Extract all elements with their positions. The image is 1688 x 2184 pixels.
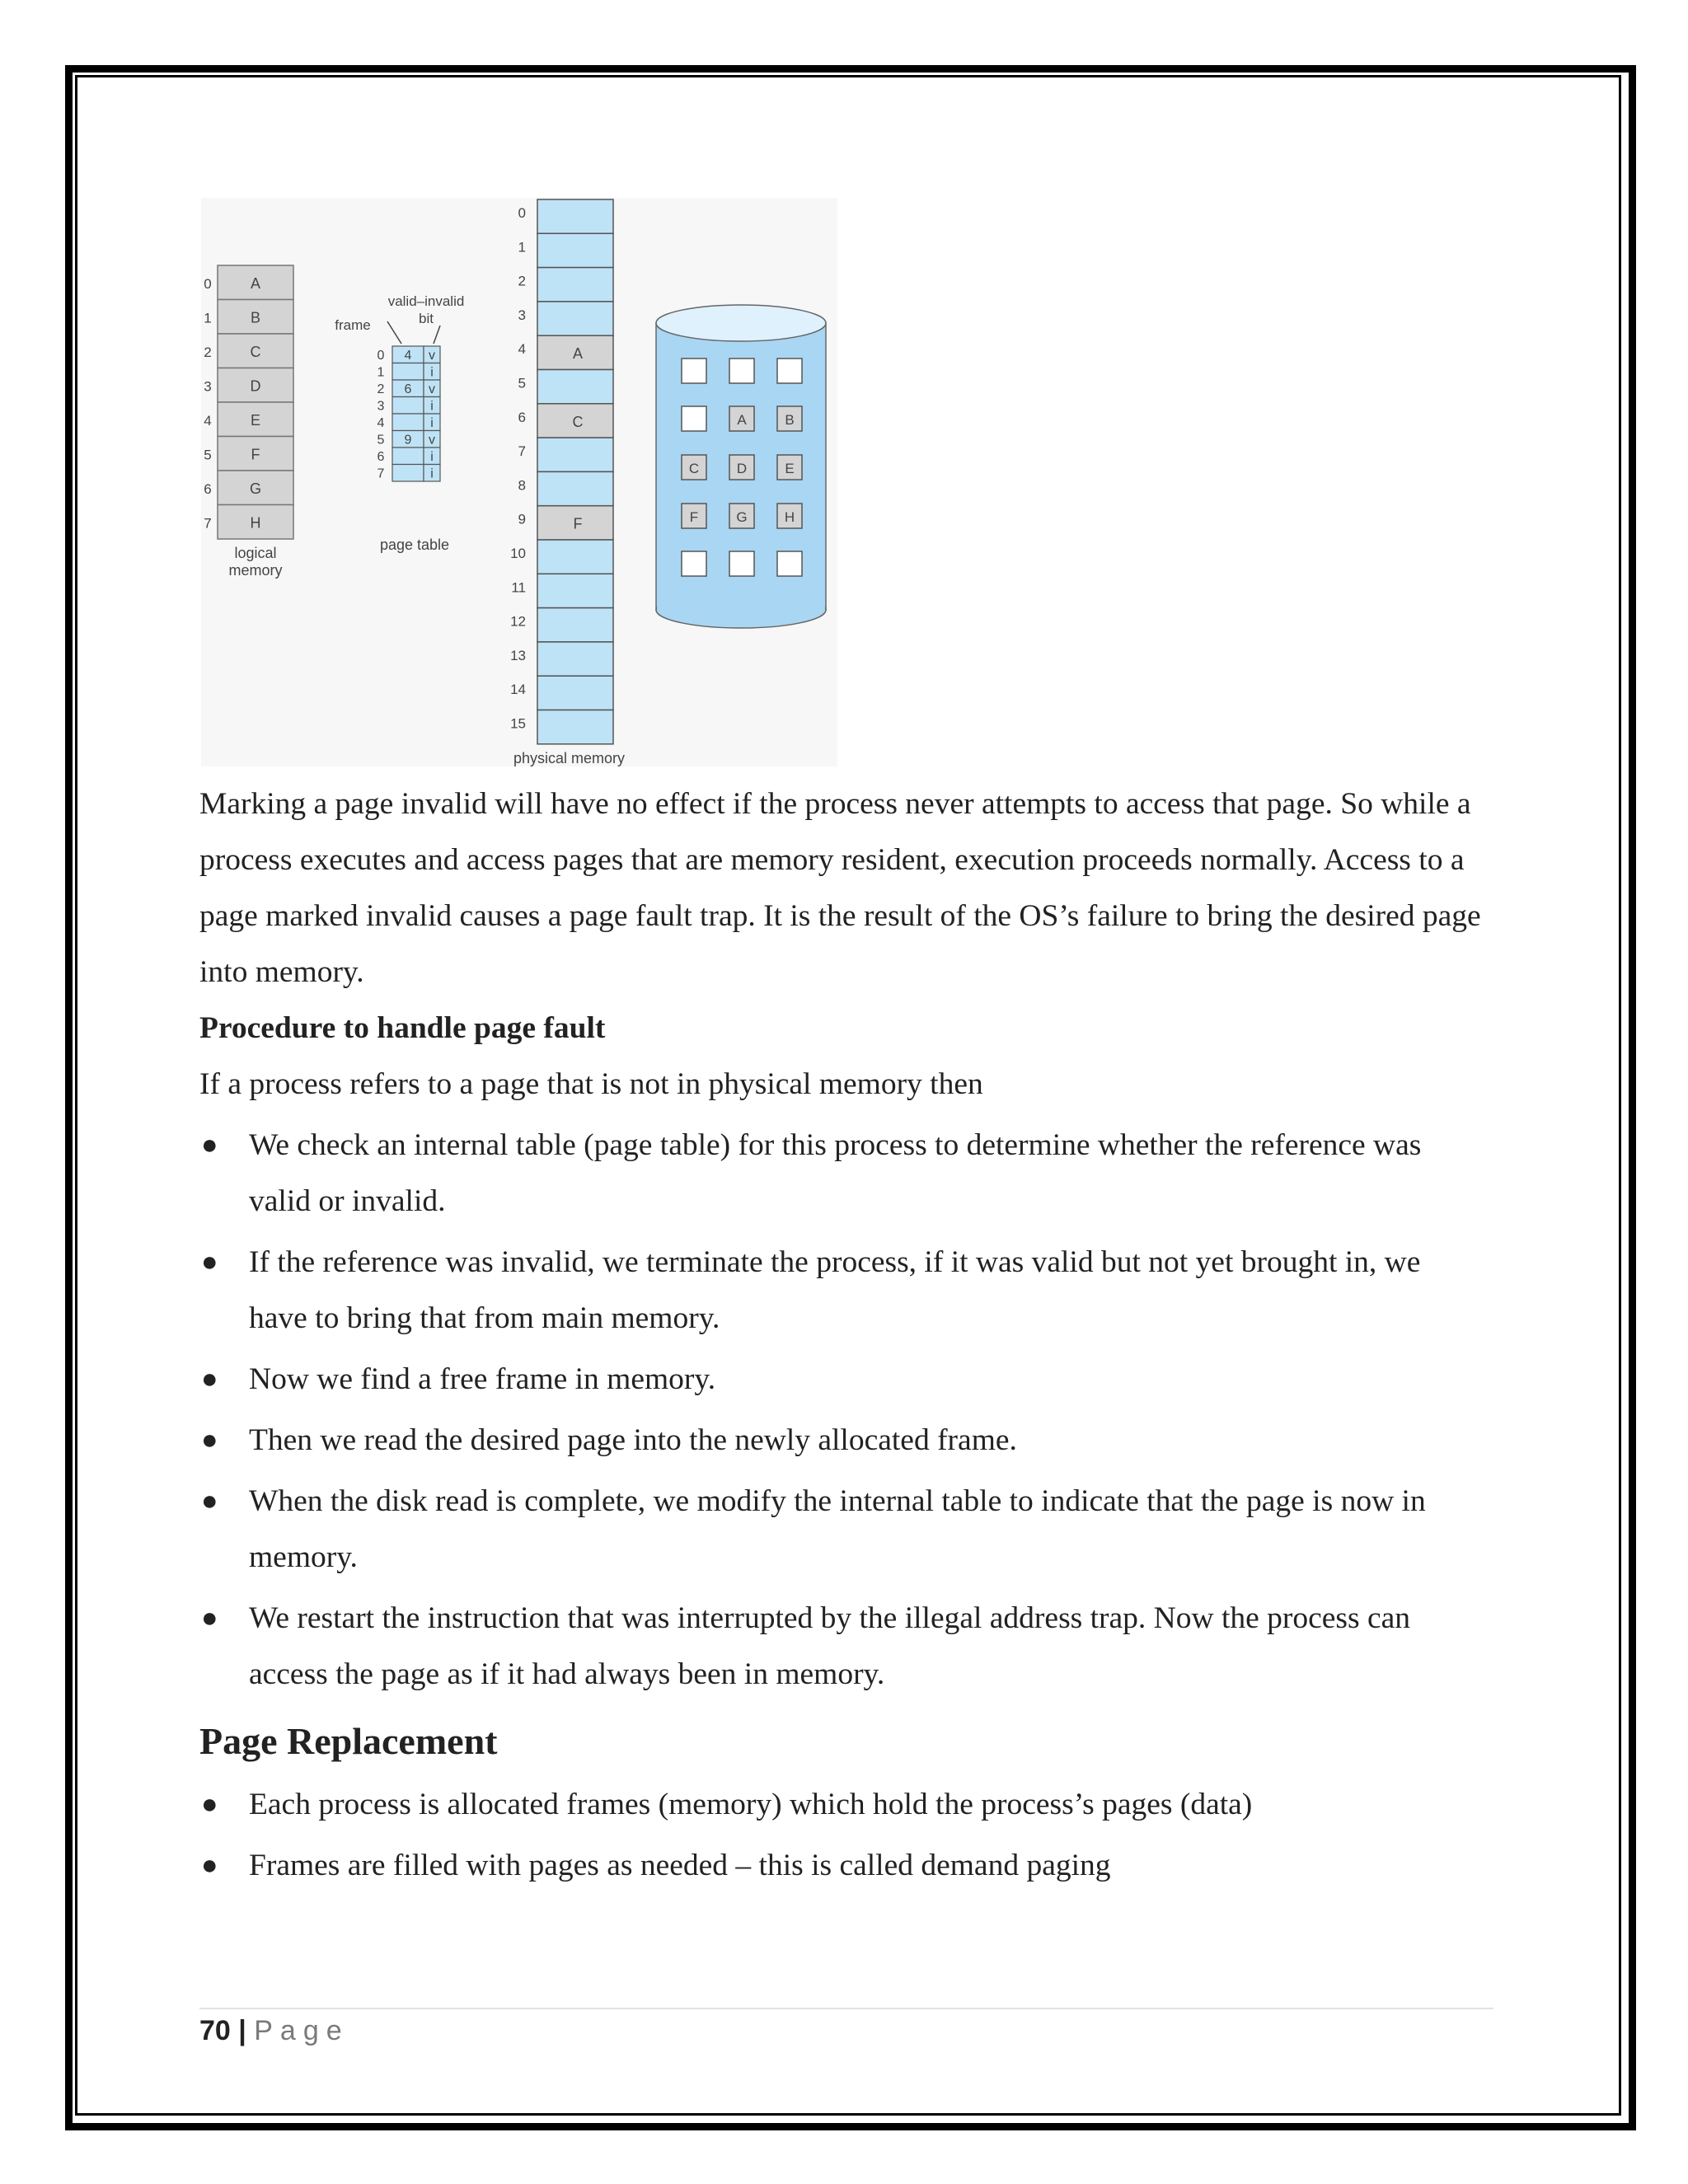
- page-table-bit-value: i: [430, 450, 434, 464]
- bullet-dot: ●: [201, 1130, 218, 1160]
- page-table-index: 7: [377, 466, 385, 481]
- disk-page-box: [729, 359, 754, 383]
- physical-memory-frame: [537, 302, 613, 335]
- page-table-index: 6: [377, 450, 385, 464]
- logical-memory-index: 0: [204, 276, 212, 292]
- physical-memory-frame: [537, 268, 613, 302]
- logical-memory-index: 4: [204, 413, 212, 429]
- physical-memory-frame: [537, 642, 613, 676]
- page-fault-step-text: When the disk read is complete, we modify the internal table to indicate that the page is now in memory.: [249, 1484, 1426, 1574]
- bullet-dot: ●: [201, 1603, 218, 1633]
- disk-page-label: F: [689, 509, 699, 525]
- body-text: [199, 776, 1485, 1894]
- physical-memory-index: 14: [510, 682, 526, 698]
- logical-memory-page-label: C: [250, 344, 261, 360]
- page-replacement-text: Frames are filled with pages as needed – this is called demand paging: [249, 1849, 1111, 1882]
- physical-memory-index: 3: [518, 307, 526, 323]
- physical-memory-frame-label: F: [573, 515, 583, 532]
- physical-memory-index: 6: [518, 409, 526, 425]
- page-replacement-item: [199, 1777, 1485, 1833]
- logical-memory-index: 3: [204, 378, 212, 395]
- page-table-frame-value: 4: [404, 349, 412, 363]
- physical-memory-caption: physical memory: [513, 750, 626, 766]
- page-fault-step-text: We check an internal table (page table) for this process to determine whether the reference was valid or invalid.: [249, 1128, 1422, 1218]
- disk-page-label: E: [785, 461, 795, 476]
- page-table-index: 4: [377, 416, 385, 430]
- bullet-dot: ●: [201, 1486, 218, 1516]
- page-footer: [199, 2011, 349, 2050]
- disk-page-label: H: [784, 509, 795, 525]
- physical-memory-index: 4: [518, 341, 526, 358]
- physical-memory-frame: [537, 710, 613, 744]
- page-table-index: 1: [377, 365, 385, 380]
- physical-memory-index: 13: [510, 647, 526, 663]
- frame-arrow: [387, 321, 401, 344]
- page-table-bit-value: i: [430, 416, 434, 430]
- logical-memory-page-label: G: [249, 480, 262, 497]
- disk-page-box: [729, 551, 754, 576]
- bullet-dot: ●: [201, 1850, 218, 1881]
- page-table-bit-value: i: [430, 466, 434, 481]
- page-table-caption: page table: [379, 537, 450, 553]
- page-fault-step-item: [199, 1235, 1485, 1347]
- disk-page-box: [682, 551, 706, 576]
- intro-line: If a process refers to a page that is not in physical memory then: [199, 1067, 983, 1101]
- page-table-index: 3: [377, 399, 385, 414]
- logical-memory-page-label: B: [250, 309, 261, 326]
- bullet-dot: ●: [201, 1789, 218, 1820]
- page-table-frame-cell: [392, 465, 424, 482]
- page-fault-step-text: Then we read the desired page into the newly allocated frame.: [249, 1423, 1017, 1457]
- footer-divider: [199, 2008, 1493, 2009]
- heading-page-replacement: Page Replacement: [199, 1720, 498, 1762]
- logical-memory-index: 7: [204, 515, 212, 532]
- physical-memory-index: 9: [518, 511, 526, 527]
- page-fault-step-item: [199, 1118, 1485, 1230]
- disk-page-label: C: [688, 461, 700, 476]
- page-fault-step-text: We restart the instruction that was interrupted by the illegal address trap. Now the process can access the page as if it had always been in memory.: [249, 1601, 1411, 1691]
- page-table-bit-value: v: [429, 349, 435, 363]
- physical-memory-index: 8: [518, 477, 526, 494]
- disk-page-label: D: [736, 461, 748, 476]
- page-replacement-item: [199, 1838, 1485, 1894]
- page-fault-steps-list: [199, 1118, 1485, 1703]
- figure-svg: [201, 198, 837, 766]
- bullet-dot: ●: [201, 1247, 218, 1277]
- physical-memory-index: 10: [510, 546, 526, 561]
- physical-memory-frame: [537, 199, 613, 233]
- page-table-frame-value: 6: [404, 382, 412, 396]
- logical-memory-page-label: F: [251, 446, 260, 463]
- page-table-index: 2: [377, 382, 385, 396]
- logical-memory-caption: logical: [234, 545, 277, 561]
- disk-page-label: A: [737, 412, 747, 428]
- page-table-index: 0: [377, 349, 385, 363]
- heading-page-fault: Procedure to handle page fault: [199, 1011, 606, 1045]
- page-fault-step-text: If the reference was invalid, we terminate the process, if it was valid but not yet brought in, we have to bring that from main memory.: [249, 1245, 1421, 1335]
- page-table-frame-cell: [392, 414, 424, 431]
- page-fault-step-item: [199, 1591, 1485, 1703]
- physical-memory-index: 0: [518, 205, 526, 221]
- logical-memory-index: 1: [204, 310, 212, 326]
- logical-memory-index: 2: [204, 344, 212, 360]
- page-fault-step-item: [199, 1352, 1485, 1408]
- physical-memory-frame: [537, 676, 613, 710]
- footer-separator: |: [238, 2015, 246, 2046]
- physical-memory-frame-label: C: [572, 413, 584, 430]
- physical-memory-index: 15: [510, 715, 526, 732]
- physical-memory-index: 12: [510, 613, 526, 630]
- frame-label: frame: [335, 317, 371, 333]
- bullet-dot: ●: [201, 1425, 218, 1455]
- physical-memory-frame: [537, 574, 613, 607]
- disk-page-box: [682, 359, 706, 383]
- physical-memory-index: 5: [518, 375, 526, 391]
- disk-page-box: [777, 359, 802, 383]
- valid-invalid-bit-label: valid–invalid: [387, 293, 465, 309]
- physical-memory-index: 2: [518, 273, 526, 289]
- page-table-bit-value: i: [430, 365, 434, 380]
- physical-memory-frame: [537, 471, 613, 505]
- paragraph-page-invalid: Marking a page invalid will have no effect if the process never attempts to access that page. So while a process executes and access pages that are memory resident, execution proceeds normally. Access to a page marked invalid causes a page fault trap. It is the result of the OS’s failure to bring the desired page into memory.: [199, 787, 1481, 989]
- page-table-frame-cell: [392, 363, 424, 381]
- logical-memory-index: 6: [204, 481, 212, 497]
- physical-memory-frame-label: A: [572, 345, 584, 363]
- physical-memory-frame: [537, 540, 613, 574]
- page-number: 70: [199, 2015, 231, 2046]
- page-table-frame-cell: [392, 448, 424, 465]
- page-table-bit-value: i: [430, 399, 434, 414]
- virtual-memory-figure: [201, 198, 837, 766]
- physical-memory-index: 1: [518, 239, 526, 255]
- physical-memory-frame: [537, 233, 613, 267]
- disk-page-label: B: [785, 412, 795, 428]
- logical-memory-page-label: A: [250, 275, 261, 292]
- physical-memory-index: 11: [511, 579, 526, 596]
- logical-memory-page-label: E: [250, 412, 261, 429]
- page-table-frame-cell: [392, 397, 424, 415]
- disk-page-box: [682, 406, 706, 431]
- page-fault-step-item: [199, 1413, 1485, 1469]
- physical-memory-frame: [537, 438, 613, 471]
- page-table-frame-value: 9: [404, 433, 412, 448]
- page-fault-step-text: Now we find a free frame in memory.: [249, 1362, 716, 1396]
- logical-memory-caption: memory: [228, 562, 283, 579]
- page-table-bit-value: v: [429, 382, 435, 396]
- logical-memory-index: 5: [204, 447, 212, 463]
- bullet-dot: ●: [201, 1364, 218, 1394]
- valid-invalid-bit-label: bit: [419, 311, 434, 326]
- disk-top: [656, 305, 826, 341]
- logical-memory-page-label: H: [250, 514, 261, 532]
- page-fault-step-item: [199, 1474, 1485, 1586]
- physical-memory-frame: [537, 370, 613, 404]
- physical-memory-frame: [537, 608, 613, 642]
- disk-page-box: [777, 551, 802, 576]
- logical-memory-page-label: D: [250, 377, 261, 395]
- bit-arrow: [434, 326, 440, 344]
- page-table-index: 5: [377, 433, 385, 448]
- page-table-bit-value: v: [429, 433, 435, 448]
- disk-page-label: G: [736, 509, 748, 525]
- page-replacement-list: [199, 1777, 1485, 1894]
- page-replacement-text: Each process is allocated frames (memory) which hold the process’s pages (data): [249, 1788, 1253, 1821]
- footer-page-word: Page: [254, 2015, 349, 2046]
- physical-memory-index: 7: [518, 443, 526, 460]
